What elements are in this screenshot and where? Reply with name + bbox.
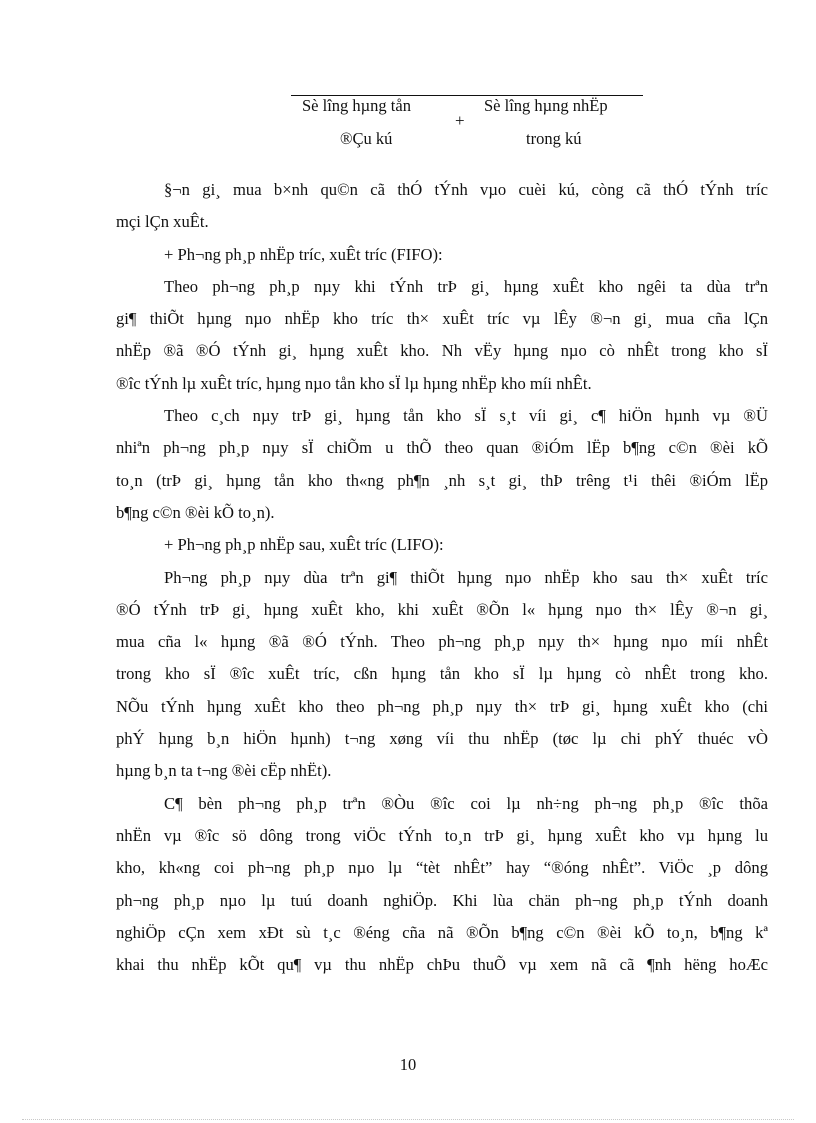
text-line: Ph¬ng ph¸p nµy dùa trªn gi¶ thiÕt hµng nµo nhËp kho sau th× xuÊt tríc [164,567,768,587]
page-number: 10 [399,1055,417,1074]
text-line: ®Ó tÝnh trÞ gi¸ hµng xuÊt kho, khi xuÊt ®Õn l« hµng nµo th× lÊy ®¬n gi¸ [116,599,768,619]
text-line: mçi lÇn xuÊt. [116,212,209,232]
text-line: mua cña l« hµng ®ã ®Ó tÝnh. Theo ph¬ng ph¸p nµy th× hµng nµo míi nhÊt [116,632,768,652]
text-line: gi¶ thiÕt hµng nµo nhËp kho tríc th× xuÊt tríc vµ lÊy ®¬n gi¸ mua cña lÇn [116,309,768,329]
text-line: + Ph¬ng ph¸p nhËp sau, xuÊt tríc (LIFO): [164,535,444,555]
text-line: Theo ph¬ng ph¸p nµy khi tÝnh trÞ gi¸ hµng xuÊt kho ngêi ta dùa trªn [164,276,768,296]
fraction-bottom-right: trong kú [526,129,582,148]
text-line: nhiªn ph¬ng ph¸p nµy sÏ chiÕm u thÕ theo quan ®iÓm lËp b¶ng c©n ®èi kÕ [116,438,768,458]
text-line: to¸n (trÞ gi¸ hµng tån kho th«ng ph¶n ¸nh s¸t gi¸ thÞ trêng t¹i thêi ®iÓm lËp [116,470,768,490]
text-line: hµng b¸n ta t¬ng ®èi cËp nhËt). [116,761,332,781]
text-line: nghiÖp cÇn xem xÐt sù t¸c ®éng cña nã ®Õn b¶ng c©n ®èi kÕ to¸n, b¶ng kª [116,922,768,942]
text-line: khai thu nhËp kÕt qu¶ vµ thu nhËp chÞu thuÕ vµ xem nã cã ¶nh hëng hoÆc [116,955,768,975]
text-line: nhËp ®ã ®Ó tÝnh gi¸ hµng xuÊt kho. Nh vËy hµng nµo cò nhÊt trong kho sÏ [116,341,768,361]
text-line: §¬n gi¸ mua b×nh qu©n cã thÓ tÝnh vµo cuèi kú, còng cã thÓ tÝnh tríc [164,180,768,199]
text-line: C¶ bèn ph¬ng ph¸p trªn ®Òu ®îc coi lµ nh÷ng ph¬ng ph¸p ®îc thõa [164,793,768,813]
text-line: trong kho sÏ ®îc xuÊt tríc, cßn hµng tån kho sÏ lµ hµng cò nhÊt trong kho. [116,664,768,684]
text-line: ph¬ng ph¸p nµo lµ tuú doanh nghiÖp. Khi lùa chän ph¬ng ph¸p tÝnh doanh [116,890,768,910]
text-line: phÝ hµng b¸n hiÖn hµnh) t¬ng xøng víi thu nhËp (tøc lµ chi phÝ thuéc vÒ [116,729,768,749]
text-line: Theo c¸ch nµy trÞ gi¸ hµng tån kho sÏ s¸t víi gi¸ c¶ hiÖn hµnh vµ ®Ü [164,406,768,426]
text-line: + Ph¬ng ph¸p nhËp tríc, xuÊt tríc (FIFO): [164,244,443,264]
text-line: NÕu tÝnh hµng xuÊt kho theo ph¬ng ph¸p nµy th× trÞ gi¸ hµng xuÊt kho (chi [116,696,768,716]
text-line: ®îc tÝnh lµ xuÊt tríc, hµng nµo tån kho sÏ lµ hµng nhËp kho míi nhÊt. [116,373,592,393]
text-line: kho, kh«ng coi ph¬ng ph¸p nµo lµ “tèt nhÊt” hay “®óng nhÊt”. ViÖc ¸p dông [116,858,768,878]
fraction-bottom-left: ®Çu kú [340,129,393,148]
text-line: nhËn vµ ®îc sö dông trong viÖc tÝnh to¸n trÞ gi¸ hµng xuÊt kho vµ hµng lu [116,825,768,845]
fraction-top-right: Sè lîng hµng nhËp [484,96,608,115]
page-bottom-border [22,1119,794,1120]
plus-sign: + [455,111,465,130]
fraction-top-left: Sè lîng hµng tån [302,96,411,115]
text-line: b¶ng c©n ®èi kÕ to¸n). [116,502,275,522]
body-text [116,174,768,981]
